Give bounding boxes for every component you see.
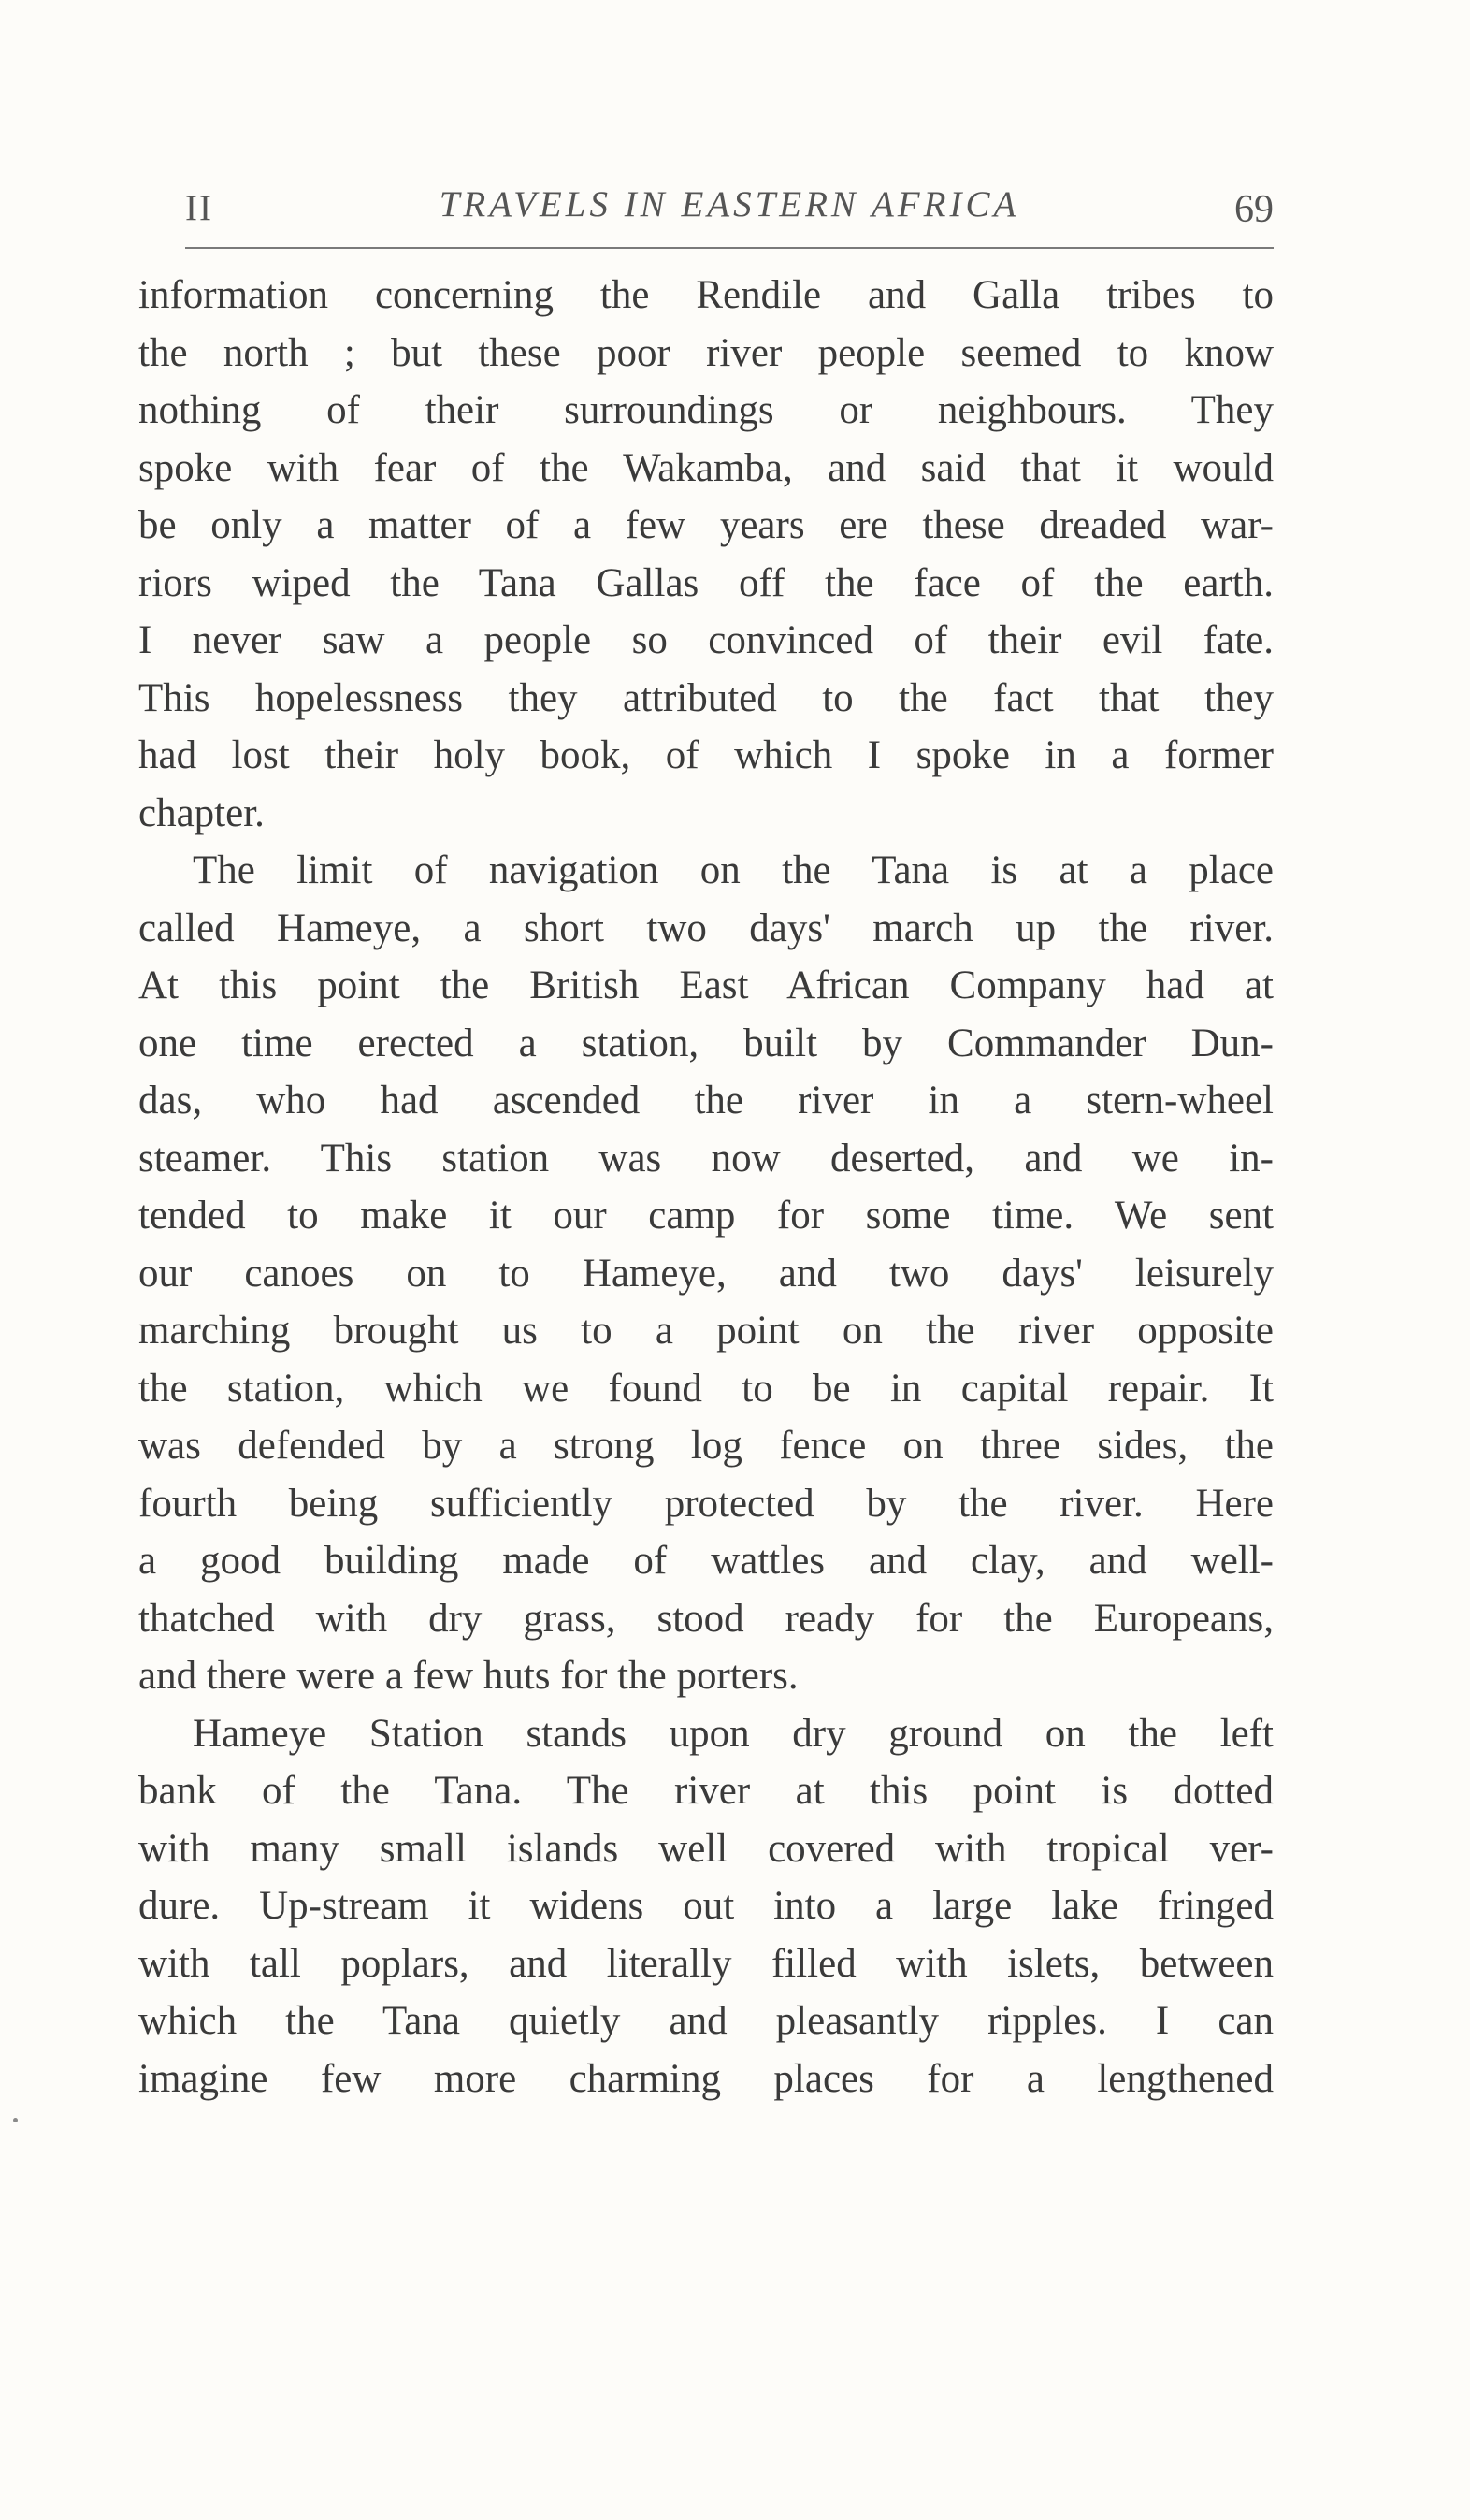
text-line: At this point the British East African Company had at — [138, 963, 1274, 1007]
text-line: be only a matter of a few years ere these dreaded war- — [138, 503, 1274, 547]
text-line: with tall poplars, and literally filled with islets, between — [138, 1941, 1274, 1986]
text-line: was defended by a strong log fence on three sides, the — [138, 1424, 1274, 1468]
text-line: imagine few more charming places for a lengthened — [138, 2056, 1274, 2101]
text-line: bank of the Tana. The river at this point is dotted — [138, 1769, 1274, 1813]
text-line: spoke with fear of the Wakamba, and said that it would — [138, 445, 1274, 490]
page-number: 69 — [1234, 188, 1274, 231]
text-line: our canoes on to Hameye, and two days' leisurely — [138, 1251, 1274, 1296]
chapter-number: II — [185, 188, 213, 228]
running-head — [185, 183, 1274, 236]
text-line: riors wiped the Tana Gallas off the face of the earth. — [138, 560, 1274, 605]
text-line: Hameye Station stands upon dry ground on the left — [193, 1711, 1274, 1756]
margin-speck — [13, 2118, 18, 2122]
text-line: and there were a few huts for the porters. — [138, 1654, 799, 1698]
text-line: had lost their holy book, of which I spoke in a former — [138, 733, 1274, 777]
body-text — [138, 267, 1274, 2107]
text-line: I never saw a people so convinced of their evil fate. — [138, 618, 1274, 662]
text-line: steamer. This station was now deserted, and we in- — [138, 1136, 1274, 1180]
text-line: nothing of their surroundings or neighbours. They — [138, 388, 1274, 432]
running-title: TRAVELS IN EASTERN AFRICA — [439, 184, 1020, 224]
text-line: das, who had ascended the river in a stern-wheel — [138, 1079, 1274, 1122]
text-line: dure. Up-stream it widens out into a large lake fringed — [138, 1884, 1274, 1928]
text-line: tended to make it our camp for some time. We sent — [138, 1194, 1274, 1238]
text-line: called Hameye, a short two days' march up the river. — [138, 905, 1274, 950]
text-line: the station, which we found to be in capital repair. It — [138, 1366, 1274, 1411]
text-line: information concerning the Rendile and Galla tribes to — [138, 273, 1274, 317]
text-line: This hopelessness they attributed to the fact that they — [138, 675, 1274, 720]
header-rule — [185, 247, 1274, 249]
text-line: The limit of navigation on the Tana is at a place — [193, 848, 1274, 892]
text-line: one time erected a station, built by Commander Dun- — [138, 1021, 1274, 1065]
text-line: chapter. — [138, 790, 265, 835]
text-line: with many small islands well covered with tropical ver- — [138, 1826, 1274, 1871]
text-line: which the Tana quietly and pleasantly ripples. I can — [138, 1999, 1274, 2043]
text-line: the north ; but these poor river people seemed to know — [138, 330, 1274, 375]
text-line: fourth being sufficiently protected by the river. Here — [138, 1481, 1274, 1526]
text-line: marching brought us to a point on the river opposite — [138, 1309, 1274, 1353]
text-line: thatched with dry grass, stood ready for the Europeans, — [138, 1596, 1274, 1641]
text-line: a good building made of wattles and clay, and well- — [138, 1539, 1274, 1583]
